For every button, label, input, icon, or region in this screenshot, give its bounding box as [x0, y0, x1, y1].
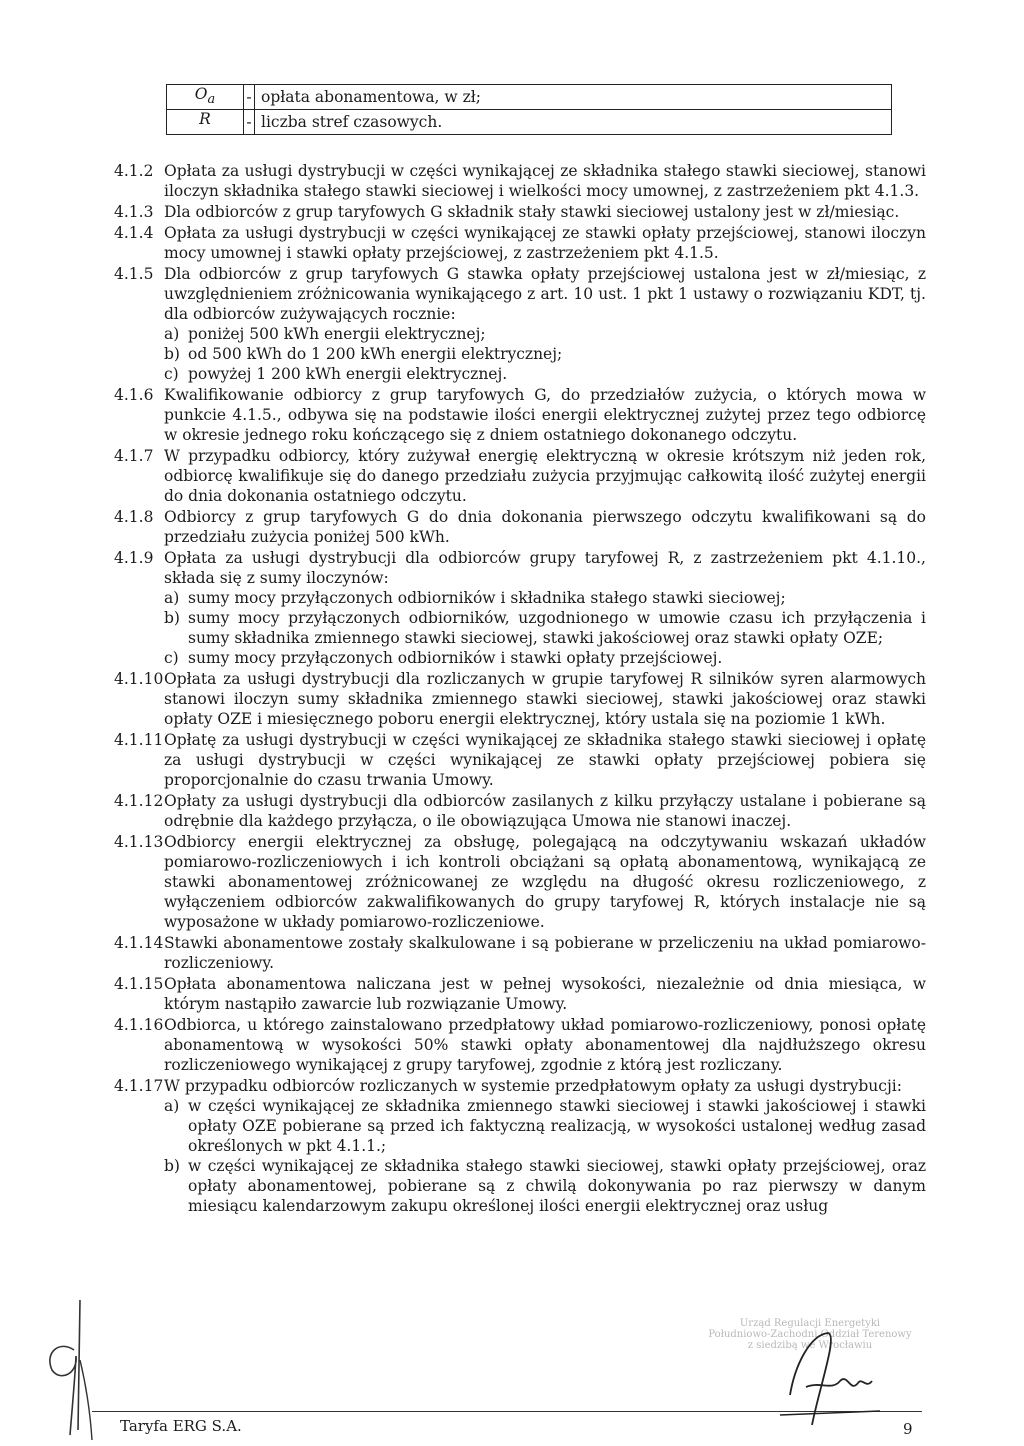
section-number: 4.1.15	[114, 975, 164, 993]
section-4-1-17	[114, 1076, 926, 1216]
list-item-text: od 500 kWh do 1 200 kWh energii elektrycznej;	[188, 345, 563, 363]
section-number: 4.1.6	[114, 386, 154, 404]
stamp-line: z siedzibą we Wrocławiu	[747, 1340, 873, 1351]
section-4-1-14	[114, 933, 926, 973]
section-number: 4.1.17	[114, 1077, 164, 1095]
legend-description: liczba stref czasowych.	[255, 110, 892, 135]
section-number: 4.1.12	[114, 792, 164, 810]
section-text: Dla odbiorców z grup taryfowych G składnik stały stawki sieciowej ustalony jest w zł/miesiąc.	[164, 203, 900, 221]
list-item	[164, 324, 926, 344]
section-text: Opłata za usługi dystrybucji dla rozliczanych w grupie taryfowej R silników syren alarmowych stanowi iloczyn sumy składnika zmiennego stawki sieciowej, stawki jakościowej oraz stawki opłaty OZE i miesięcznego poboru energii elektrycznej, który ustala się na poziomie 1 kWh.	[164, 670, 926, 728]
legend-row	[167, 85, 892, 110]
section-text: Opłaty za usługi dystrybucji dla odbiorców zasilanych z kilku przyłączy ustalane i pobierane są odrębnie dla każdego przyłącza, o ile obowiązująca Umowa nie stanowi inaczej.	[164, 792, 926, 830]
list-item-text: sumy mocy przyłączonych odbiorników, uzgodnionego w umowie czasu ich przyłączenia i sumy składnika zmiennego stawki sieciowej, stawki jakościowej oraz stawki opłaty OZE;	[188, 609, 926, 647]
section-4-1-16	[114, 1015, 926, 1075]
section-number: 4.1.10	[114, 670, 164, 688]
list-item-label: c)	[164, 649, 179, 667]
section-4-1-15	[114, 974, 926, 1014]
list-item-text: powyżej 1 200 kWh energii elektrycznej.	[188, 365, 508, 383]
section-number: 4.1.3	[114, 203, 154, 221]
symbol-legend-table	[166, 84, 892, 135]
list-item-label: a)	[164, 325, 180, 343]
footer-company: Taryfa ERG S.A.	[120, 1417, 242, 1435]
document-body	[114, 161, 926, 1217]
list-item-text: w części wynikającej ze składnika stałego stawki sieciowej, stawki opłaty przejściowej, oraz opłaty abonamentowej, pobierane są z chwilą dokonywania po raz pierwszy w danym miesiącu kalendarzowym zakupu określonej ilości energii elektrycznej oraz usług	[188, 1157, 926, 1215]
section-4-1-9	[114, 548, 926, 668]
section-text: Odbiorcy z grup taryfowych G do dnia dokonania pierwszego odczytu kwalifikowani są do przedziału zużycia poniżej 500 kWh.	[164, 508, 926, 546]
list-item	[164, 364, 926, 384]
list-item-label: a)	[164, 589, 180, 607]
page-number: 9	[903, 1420, 913, 1438]
list-item-text: sumy mocy przyłączonych odbiorników i składnika stałego stawki sieciowej;	[188, 589, 786, 607]
section-4-1-3	[114, 202, 926, 222]
legend-dash: -	[244, 110, 255, 135]
legend-symbol: R	[167, 110, 244, 135]
list-item	[164, 344, 926, 364]
section-4-1-13	[114, 832, 926, 932]
legend-description: opłata abonamentowa, w zł;	[255, 85, 892, 110]
legend-dash: -	[244, 85, 255, 110]
section-number: 4.1.14	[114, 934, 164, 952]
section-text: Odbiorcy energii elektrycznej za obsługę, polegającą na odczytywaniu wskazań układów pomiarowo-rozliczeniowych i ich kontroli obciążani są opłatą abonamentową, wynikającą ze stawki abonamentowej zróżnicowanej ze względu na długość okresu rozliczeniowego, z wyłączeniem odbiorców zakwalifikowanych do grupy taryfowej R, których instalacje nie są wyposażone w układy pomiarowo-rozliczeniowe.	[164, 833, 926, 931]
list-item-label: b)	[164, 345, 180, 363]
list-item-label: a)	[164, 1097, 180, 1115]
section-text: W przypadku odbiorcy, który zużywał energię elektryczną w okresie krótszym niż jeden rok, odbiorcę kwalifikuje się do danego przedziału zużycia przyjmując całkowitą ilość zużytej energii do dnia dokonania ostatniego odczytu.	[164, 447, 926, 505]
section-number: 4.1.7	[114, 447, 154, 465]
section-text: Opłata abonamentowa naliczana jest w pełnej wysokości, niezależnie od dnia miesiąca, w którym nastąpiło zawarcie lub rozwiązanie Umowy.	[164, 975, 926, 1013]
list-item	[164, 588, 926, 608]
section-text: Stawki abonamentowe zostały skalkulowane i są pobierane w przeliczeniu na układ pomiarowo-rozliczeniowy.	[164, 934, 926, 972]
list-item	[164, 1096, 926, 1156]
section-text: Opłata za usługi dystrybucji w części wynikającej ze stawki opłaty przejściowej, stanowi iloczyn mocy umownej i stawki opłaty przejściowej, z zastrzeżeniem pkt 4.1.5.	[164, 224, 926, 262]
list-item	[164, 608, 926, 648]
section-text: Kwalifikowanie odbiorcy z grup taryfowych G, do przedziałów zużycia, o których mowa w punkcie 4.1.5., odbywa się na podstawie ilości energii elektrycznej zużytej przez tego odbiorcę w okresie jednego roku kończącego się z dniem ostatniego dokonanego odczytu.	[164, 386, 926, 444]
section-number: 4.1.9	[114, 549, 154, 567]
list-item-label: b)	[164, 609, 180, 627]
section-text: Opłatę za usługi dystrybucji w części wynikającej ze składnika stałego stawki sieciowej i opłatę za usługi dystrybucji w części wynikającej ze stawki opłaty przejściowej pobiera się proporcjonalnie do czasu trwania Umowy.	[164, 731, 926, 789]
list-item-text: sumy mocy przyłączonych odbiorników i stawki opłaty przejściowej.	[188, 649, 723, 667]
stamp-line: Urząd Regulacji Energetyki	[739, 1318, 881, 1329]
section-number: 4.1.4	[114, 224, 154, 242]
section-number: 4.1.16	[114, 1016, 164, 1034]
stamp-line: Południowo-Zachodni Oddział Terenowy	[708, 1329, 912, 1340]
legend-row	[167, 110, 892, 135]
section-text: Dla odbiorców z grup taryfowych G stawka opłaty przejściowej ustalona jest w zł/miesiąc, z uwzględnieniem zróżnicowania wynikającego z art. 10 ust. 1 pkt 1 ustawy o rozwiązaniu KDT, tj. dla odbiorców zużywających rocznie:	[164, 265, 926, 323]
section-4-1-10	[114, 669, 926, 729]
section-4-1-4	[114, 223, 926, 263]
section-number: 4.1.8	[114, 508, 154, 526]
section-number: 4.1.5	[114, 265, 154, 283]
list-item-label: b)	[164, 1157, 180, 1175]
handwritten-signature	[750, 1315, 890, 1445]
section-text: W przypadku odbiorców rozliczanych w systemie przedpłatowym opłaty za usługi dystrybucji:	[164, 1077, 902, 1095]
list-item-text: w części wynikającej ze składnika zmiennego stawki sieciowej i stawki jakościowej i stawki opłaty OZE pobierane są przed ich faktyczną realizacją, w wysokości ustalonej według zasad określonych w pkt 4.1.1.;	[188, 1097, 926, 1155]
list-item-label: c)	[164, 365, 179, 383]
section-number: 4.1.11	[114, 731, 164, 749]
section-4-1-8	[114, 507, 926, 547]
section-4-1-11	[114, 730, 926, 790]
section-4-1-12	[114, 791, 926, 831]
margin-initials-signature	[30, 1290, 120, 1440]
section-4-1-5	[114, 264, 926, 384]
list-item	[164, 648, 926, 668]
list-item	[164, 1156, 926, 1216]
section-text: Odbiorca, u którego zainstalowano przedpłatowy układ pomiarowo-rozliczeniowy, ponosi opłatę abonamentową w wysokości 50% stawki opłaty abonamentowej dla najdłuższego okresu rozliczeniowego wynikającej z grupy taryfowej, zgodnie z którą jest rozliczany.	[164, 1016, 926, 1074]
section-text: Opłata za usługi dystrybucji dla odbiorców grupy taryfowej R, z zastrzeżeniem pkt 4.1.10., składa się z sumy iloczynów:	[164, 549, 926, 587]
section-4-1-7	[114, 446, 926, 506]
section-4-1-2	[114, 161, 926, 201]
section-4-1-6	[114, 385, 926, 445]
section-number: 4.1.2	[114, 162, 154, 180]
list-item-text: poniżej 500 kWh energii elektrycznej;	[188, 325, 486, 343]
section-number: 4.1.13	[114, 833, 164, 851]
legend-symbol: $O_a$	[167, 85, 244, 110]
section-text: Opłata za usługi dystrybucji w części wynikającej ze składnika stałego stawki sieciowej, stanowi iloczyn składnika stałego stawki sieciowej i wielkości mocy umownej, z zastrzeżeniem pkt 4.1.3.	[164, 162, 926, 200]
